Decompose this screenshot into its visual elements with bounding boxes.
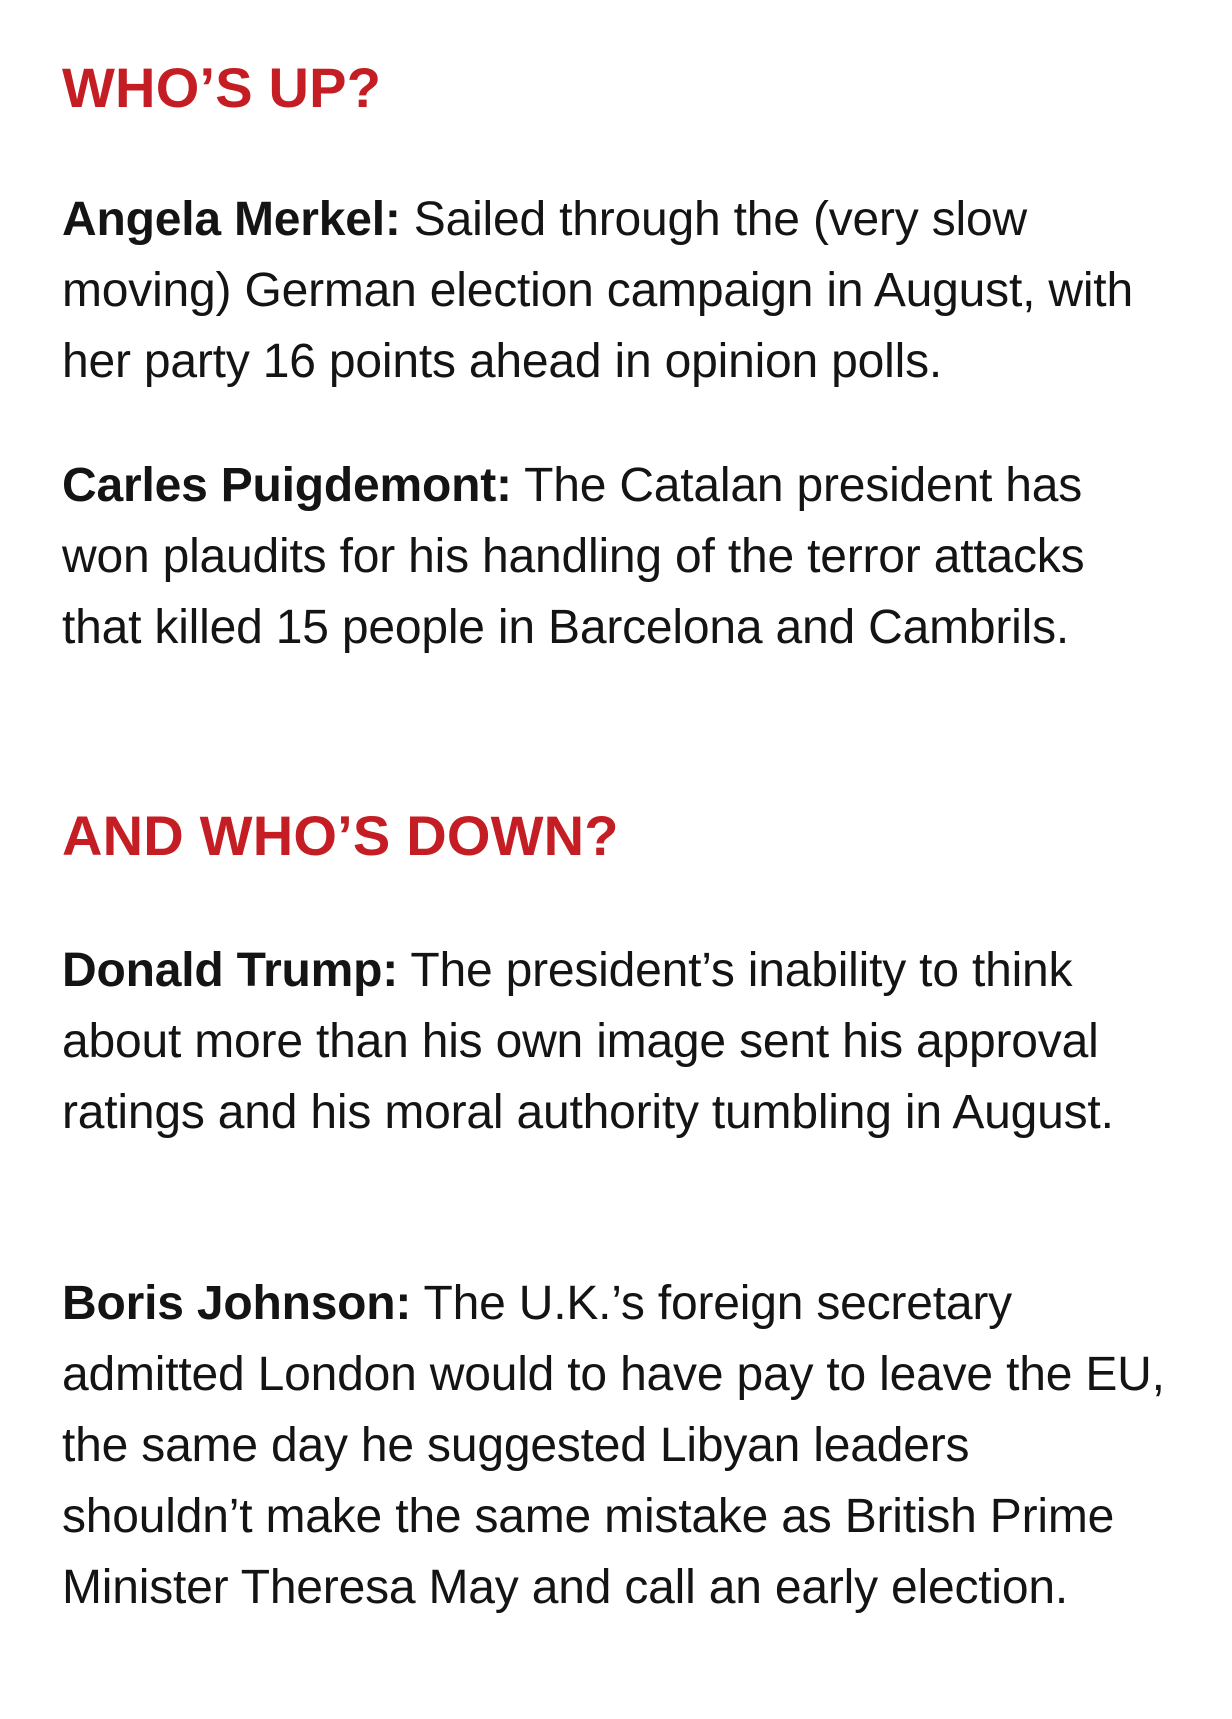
entry-angela-merkel (62, 184, 1172, 397)
entry-name: Donald Trump: (62, 944, 399, 997)
entry-text: The U.K.’s foreign secretary admitted London would to have pay to leave the EU, the same day he suggested Libyan leaders shouldn’t make the same mistake as British Prime Minister Theresa May and call an early election. (62, 1277, 1165, 1614)
entry-name: Boris Johnson: (62, 1277, 412, 1330)
section-heading-whos-down: AND WHO’S DOWN? (62, 804, 619, 867)
section-heading-whos-up: WHO’S UP? (62, 56, 382, 119)
entry-text: The Catalan president has won plaudits for his handling of the terror attacks that killed 15 people in Barcelona and Cambrils. (62, 459, 1085, 654)
entry-donald-trump (62, 935, 1192, 1148)
entry-name: Carles Puigdemont: (62, 459, 512, 512)
entry-carles-puigdemont (62, 450, 1172, 663)
entry-text: Sailed through the (very slow moving) German election campaign in August, with her party 16 points ahead in opinion polls. (62, 193, 1133, 388)
entry-boris-johnson (62, 1268, 1172, 1623)
entry-text: The president’s inability to think about more than his own image sent his approval ratings and his moral authority tumbling in August. (62, 944, 1114, 1139)
entry-name: Angela Merkel: (62, 193, 401, 246)
